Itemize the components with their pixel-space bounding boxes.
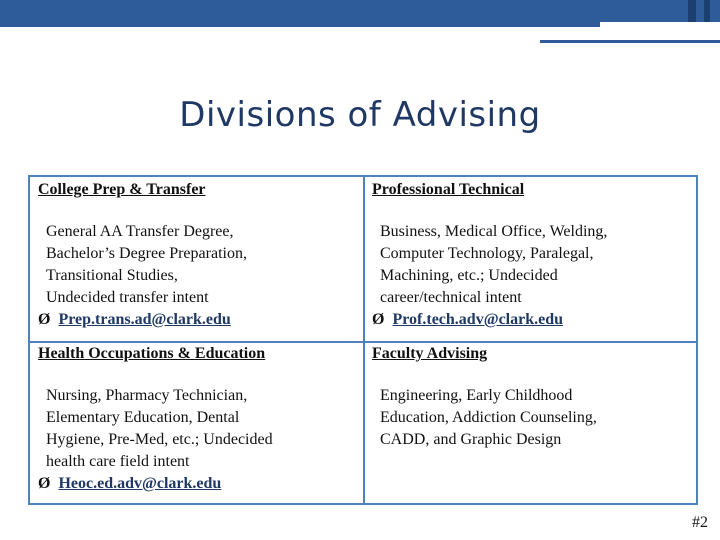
cell-line: Machining, etc.; Undecided — [380, 267, 558, 284]
email-text[interactable]: Heoc.ed.adv@clark.edu — [58, 475, 222, 492]
top-bar-accent-1 — [688, 0, 696, 22]
cell-line: Computer Technology, Paralegal, — [380, 245, 594, 262]
advising-grid — [28, 175, 698, 505]
cell-line: Bachelor’s Degree Preparation, — [46, 245, 247, 262]
cell-line: Hygiene, Pre-Med, etc.; Undecided — [46, 431, 273, 448]
cell-heading: Health Occupations & Education — [38, 345, 266, 362]
cell-line: Transitional Studies, — [46, 267, 178, 284]
cell-body — [38, 385, 356, 473]
cell-line: career/technical intent — [380, 289, 522, 306]
cell-heading: College Prep & Transfer — [38, 181, 206, 198]
cell-line: Nursing, Pharmacy Technician, — [46, 387, 248, 404]
page-number: #2 — [692, 514, 708, 531]
cell-faculty-advising — [372, 343, 692, 451]
arrow-bullet-icon: Ø — [38, 475, 51, 492]
cell-line: Undecided transfer intent — [46, 289, 209, 306]
cell-body — [38, 221, 356, 309]
email-link[interactable] — [38, 309, 356, 331]
cell-line: CADD, and Graphic Design — [380, 431, 562, 448]
email-link[interactable] — [38, 473, 356, 495]
cell-line: health care field intent — [46, 453, 190, 470]
top-bar-main — [0, 0, 720, 22]
cell-line: Elementary Education, Dental — [46, 409, 240, 426]
cell-line: Education, Addiction Counseling, — [380, 409, 597, 426]
top-bar-accent-2 — [704, 0, 710, 22]
cell-body — [372, 221, 692, 309]
grid-vertical-divider — [363, 177, 365, 503]
cell-health-occupations — [38, 343, 356, 495]
email-text[interactable]: Prep.trans.ad@clark.edu — [58, 311, 231, 328]
cell-line: Engineering, Early Childhood — [380, 387, 573, 404]
email-link[interactable] — [372, 309, 692, 331]
cell-heading: Faculty Advising — [372, 345, 488, 362]
cell-heading: Professional Technical — [372, 181, 525, 198]
cell-college-prep — [38, 179, 356, 331]
top-rule-2 — [540, 40, 720, 43]
page-title: Divisions of Advising — [179, 95, 541, 135]
top-decorative-bar — [0, 0, 720, 22]
cell-professional-technical — [372, 179, 692, 331]
arrow-bullet-icon: Ø — [38, 311, 51, 328]
email-text[interactable]: Prof.tech.adv@clark.edu — [392, 311, 564, 328]
arrow-bullet-icon: Ø — [372, 311, 385, 328]
cell-body — [372, 385, 692, 451]
top-rule-1 — [0, 22, 600, 27]
cell-line: Business, Medical Office, Welding, — [380, 223, 608, 240]
cell-line: General AA Transfer Degree, — [46, 223, 234, 240]
